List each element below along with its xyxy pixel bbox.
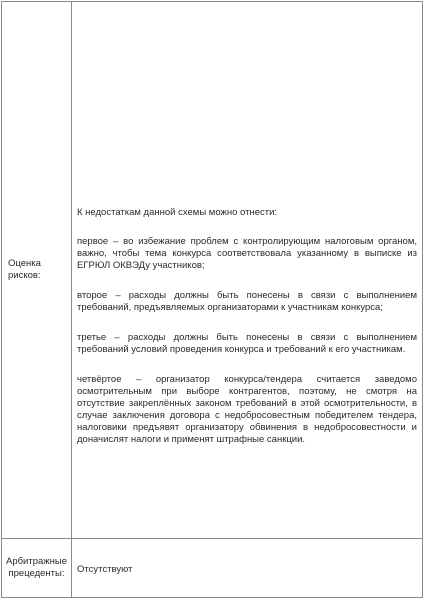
risk-assessment-text [77,207,417,446]
risk-table [1,1,423,598]
risk-point-4: четвёртое – организатор конкурса/тендера считается заведомо осмотрительным при выборе контрагентов, поэтому, не смотря на отсутствие закреплённых законом требований в этой осмотрительности, в случае заключения договора с недобросовестным победителем тендера, налоговики предъявят организатору обвинения в недобросовестности и доначислят налоги и применят штрафные санкции. [77,373,417,445]
risk-point-3: третье – расходы должны быть понесены в связи с выполнением требований условий проведения конкурса и требований к его участникам. [77,331,417,355]
risk-point-2: второе – расходы должны быть понесены в связи с выполнением требований, предъявляемых организаторами к участникам конкурса; [77,289,417,313]
risk-intro: К недостаткам данной схемы можно отнести: [77,206,278,218]
risk-assessment-row [2,2,423,539]
arbitration-value: Отсутствуют [77,564,133,575]
risk-assessment-content [72,2,423,539]
arbitration-content [72,539,423,598]
risk-point-1: первое – во избежание проблем с контролирующим налоговым органом, важно, чтобы тема конкурса соответствовала указанному в выписке из ЕГРЮЛ ОКВЭДу участников; [77,235,417,271]
risk-assessment-label: Оценка рисков: [2,2,72,539]
arbitration-row [2,539,423,598]
arbitration-label: Арбитражные прецеденты: [2,539,72,598]
